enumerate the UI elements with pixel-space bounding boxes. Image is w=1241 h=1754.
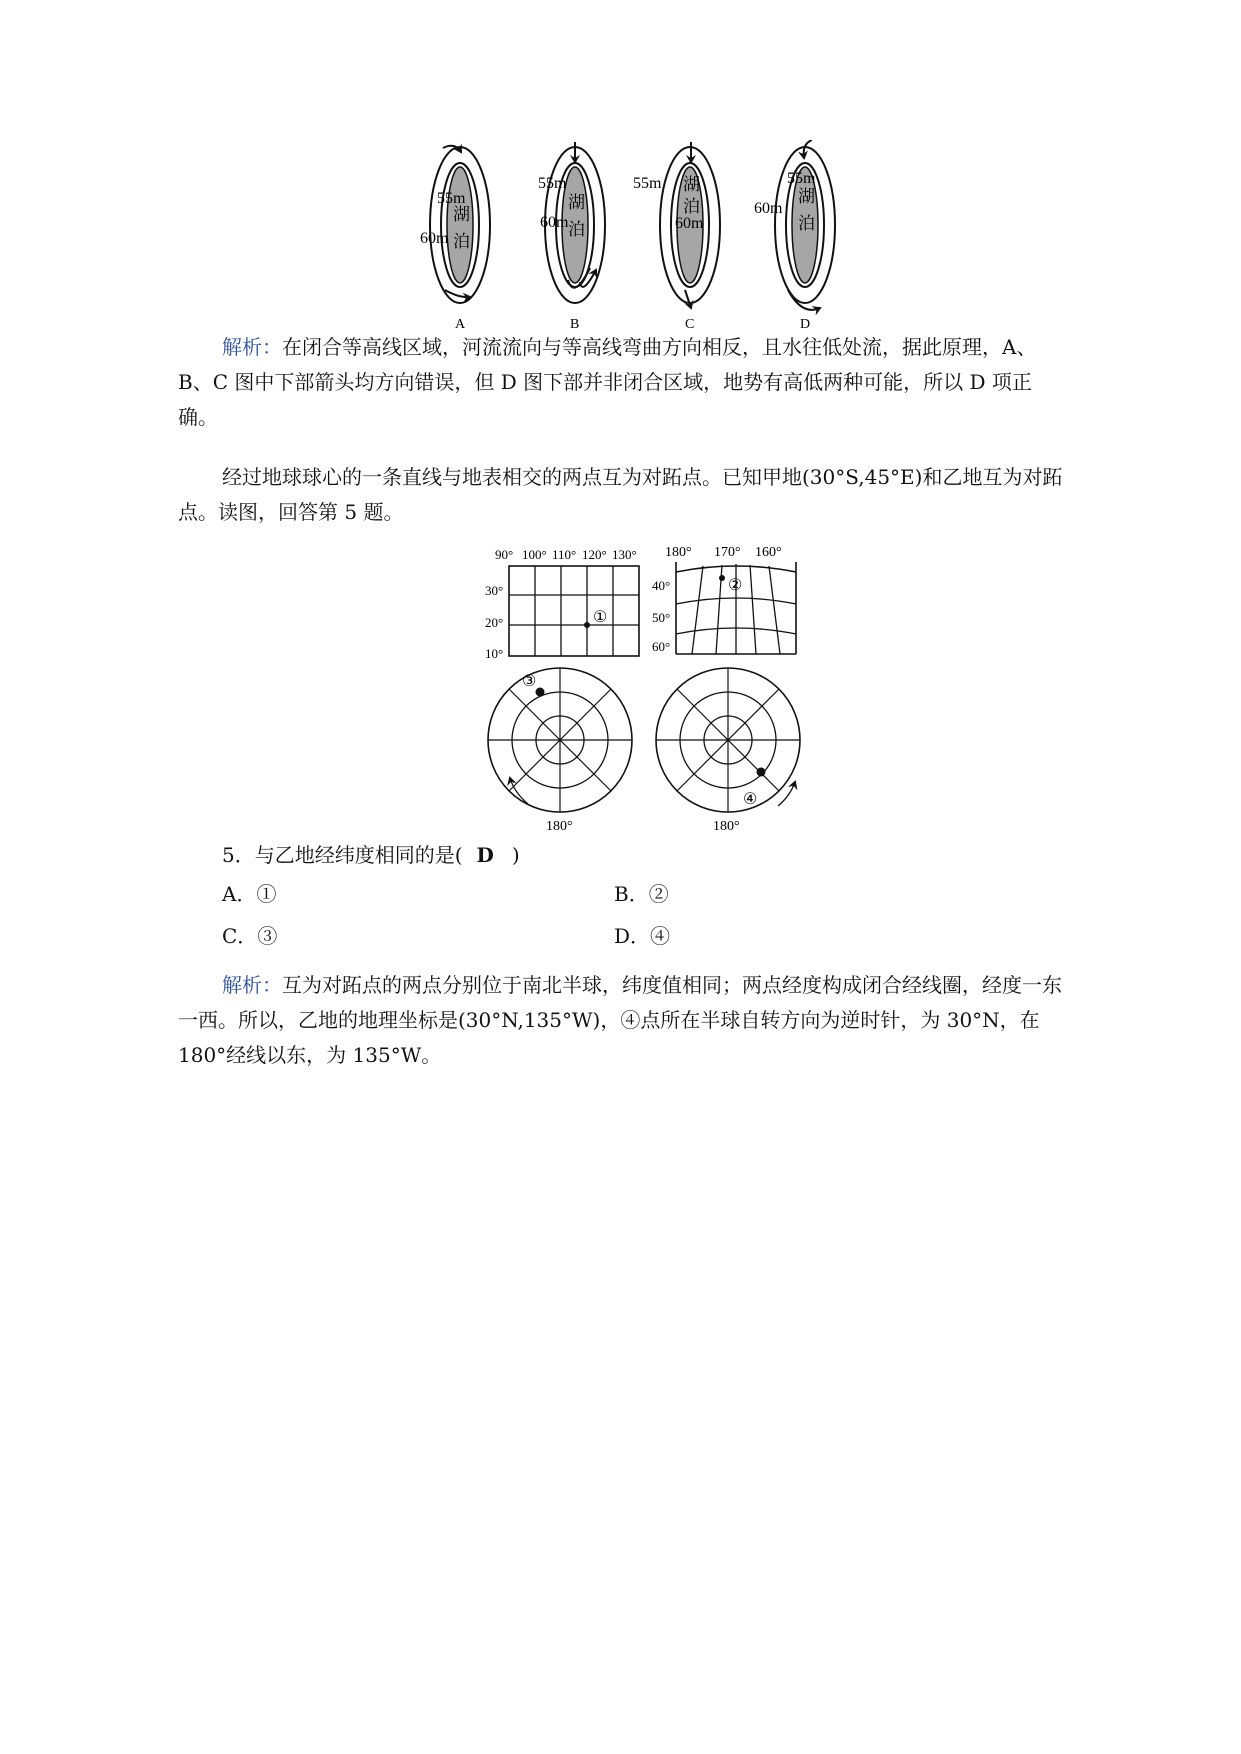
panel-letter: A — [455, 317, 466, 332]
grid2-lat-3: 60° — [652, 639, 671, 654]
option-d — [614, 922, 670, 950]
contour-upper-label: 55m — [437, 190, 466, 207]
polar-map-2 — [656, 668, 800, 834]
lake-char-1: 湖 — [798, 187, 815, 206]
contour-lower-label: 60m — [675, 215, 704, 232]
grid1-lon-4: 120° — [582, 547, 607, 562]
option-b — [614, 880, 669, 908]
contour-upper-label: 55m — [538, 175, 567, 192]
grid1-lon-3: 110° — [552, 547, 577, 562]
grid2-lon-3: 160° — [755, 545, 782, 560]
panel-letter: B — [570, 317, 580, 332]
option-key: C． — [222, 924, 258, 948]
option-c — [222, 922, 277, 950]
question-stem — [222, 838, 1112, 873]
contour-lower-label: 60m — [420, 230, 449, 247]
option-key: A． — [222, 882, 257, 906]
contour-lower-label: 60m — [754, 200, 783, 217]
panel-letter: C — [685, 317, 695, 332]
grid1-lon-1: 90° — [495, 547, 514, 562]
analysis-paragraph-1 — [178, 330, 1068, 435]
lake-char-2: 泊 — [568, 220, 585, 239]
grid1-lat-2: 20° — [485, 615, 504, 630]
polar-map-1 — [488, 668, 632, 834]
analysis-text: 互为对跖点的两点分别位于南北半球，纬度值相同；两点经度构成闭合经线圈，经度一东一西。所以，乙地的地理坐标是(30°N,135°W)，④点所在半球自转方向为逆时针，为 30°N，在 180°经线以东，为 135°W。 — [178, 973, 1062, 1067]
grid1-lat-3: 10° — [485, 646, 504, 661]
option-value: ④ — [650, 924, 671, 948]
question-close: ) — [511, 843, 520, 867]
grid1-lon-2: 100° — [522, 547, 547, 562]
lake-char-2: 泊 — [453, 232, 470, 251]
question-text: 5．与乙地经纬度相同的是( — [222, 843, 463, 867]
point-label: ④ — [743, 791, 758, 808]
option-key: B． — [614, 882, 649, 906]
lake-panel-d — [754, 140, 835, 332]
lake-contour-figure — [415, 140, 875, 335]
contour-lower-label: 60m — [540, 214, 569, 231]
polar2-bottom-label: 180° — [713, 819, 740, 834]
point-label: ① — [593, 609, 608, 626]
intro-text: 经过地球球心的一条直线与地表相交的两点互为对跖点。已知甲地(30°S,45°E)和乙地互为对跖点。读图，回答第 5 题。 — [178, 465, 1063, 524]
point-marker — [536, 688, 545, 697]
option-value: ② — [648, 882, 669, 906]
panel-letter: D — [800, 317, 811, 332]
grid2-lat-1: 40° — [652, 578, 671, 593]
point-marker — [757, 768, 766, 777]
grid1-lon-5: 130° — [612, 547, 637, 562]
lake-panel-a — [420, 146, 490, 332]
option-value: ① — [256, 882, 277, 906]
lake-panel-b — [538, 142, 605, 332]
contour-upper-label: 55m — [787, 170, 816, 187]
grid-map-1 — [485, 547, 639, 661]
lake-char-2: 泊 — [798, 214, 815, 233]
contour-upper-label: 55m — [633, 175, 662, 192]
lake-char-1: 湖 — [453, 205, 470, 224]
lake-char-1: 湖 — [683, 175, 700, 194]
point-label: ② — [728, 577, 743, 594]
grid2-lon-2: 170° — [714, 545, 741, 560]
point-label: ③ — [522, 673, 537, 690]
answer-value: D — [476, 843, 494, 867]
analysis-label: 解析： — [222, 335, 282, 359]
lake-char-2: 泊 — [683, 197, 700, 216]
analysis-label: 解析： — [222, 973, 282, 997]
lake-char-1: 湖 — [568, 193, 585, 212]
option-value: ③ — [257, 924, 278, 948]
grid2-lat-2: 50° — [652, 610, 671, 625]
polar1-bottom-label: 180° — [546, 819, 573, 834]
point-marker — [719, 575, 725, 581]
grid-map-2 — [652, 545, 796, 654]
grid2-lon-1: 180° — [665, 545, 692, 560]
analysis-text: 在闭合等高线区域，河流流向与等高线弯曲方向相反，且水往低处流，据此原理，A、B、C 图中下部箭头均方向错误，但 D 图下部并非闭合区域，地势有高低两种可能，所以 D 项正确。 — [178, 335, 1037, 429]
analysis-paragraph-2 — [178, 968, 1068, 1073]
option-a — [222, 880, 276, 908]
option-key: D． — [614, 924, 651, 948]
intro-paragraph — [178, 460, 1068, 530]
grid1-lat-1: 30° — [485, 583, 504, 598]
map-figure — [480, 542, 810, 837]
point-marker — [584, 622, 590, 628]
lake-panel-c — [633, 142, 720, 332]
